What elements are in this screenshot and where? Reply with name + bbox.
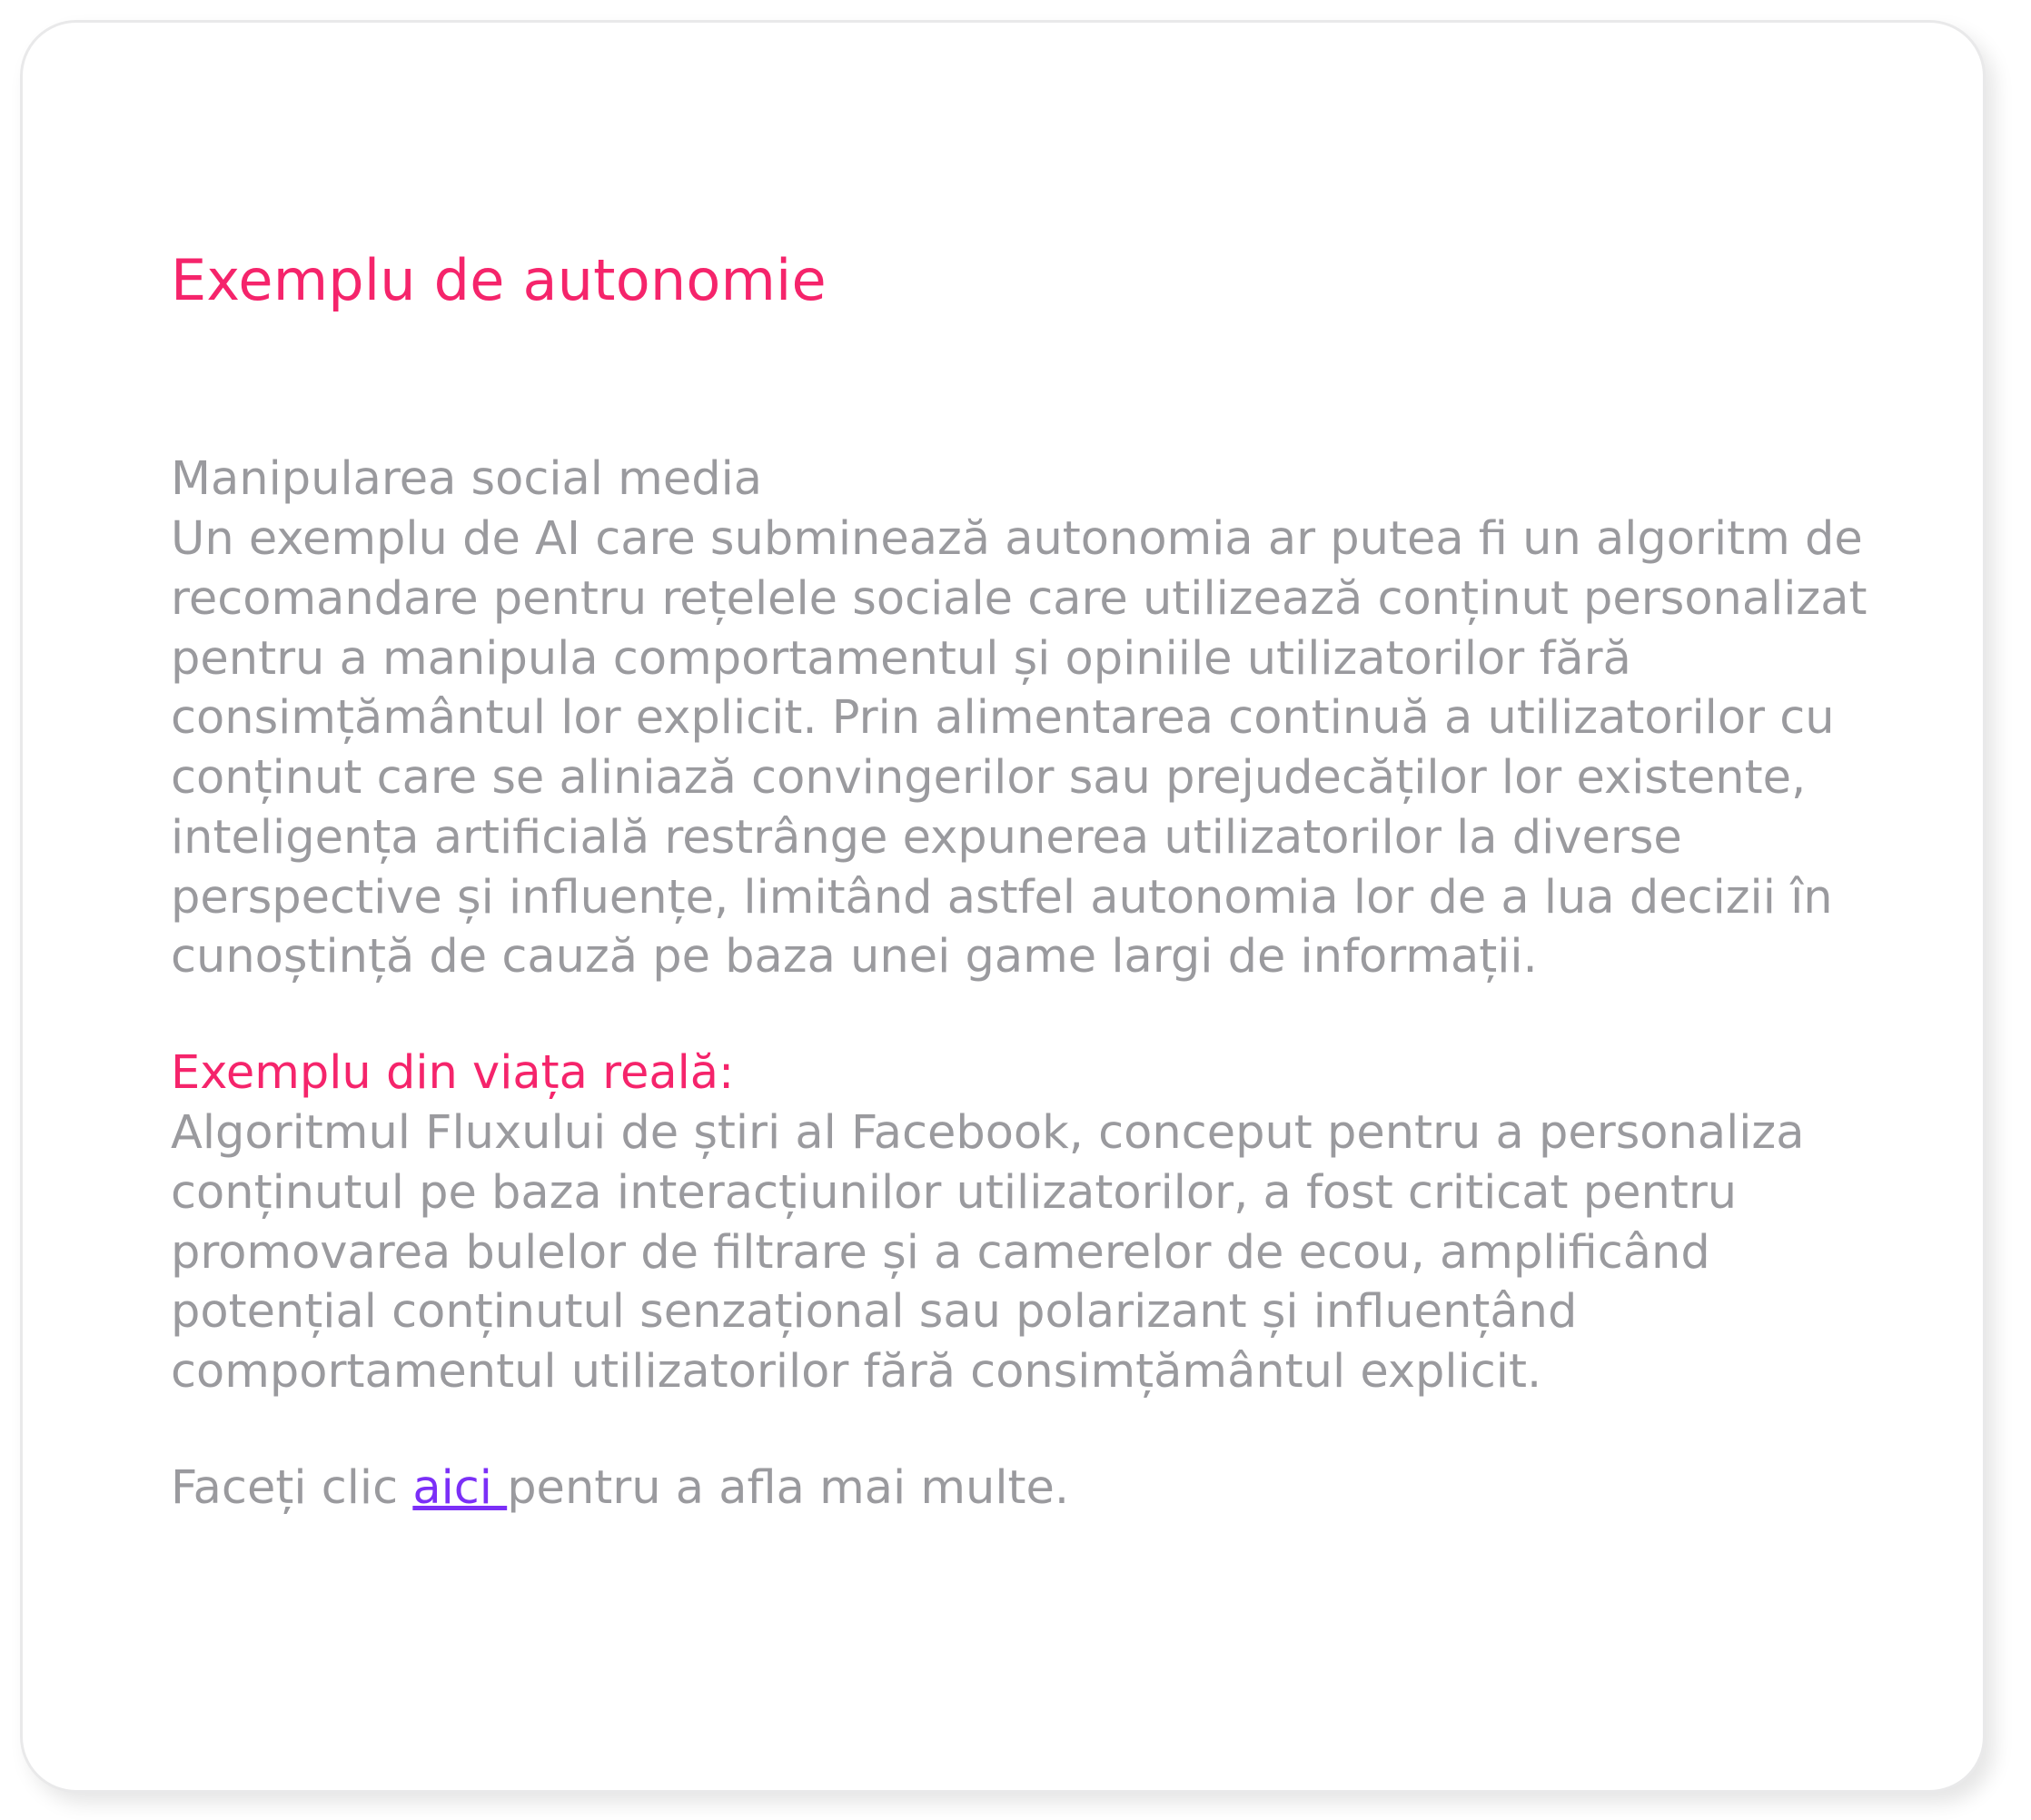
cta-prefix-text: Faceți clic [171, 1460, 413, 1515]
card-body [171, 450, 1882, 1518]
content-card [20, 20, 1986, 1793]
page-title: Exemplu de autonomie [171, 247, 827, 313]
learn-more-link[interactable]: aici [412, 1460, 508, 1515]
spacer [171, 987, 1874, 1044]
intro-heading: Manipularea social media [171, 452, 763, 507]
real-life-example-heading: Exemplu din viața reală: [171, 1046, 735, 1101]
call-to-action-line [171, 1459, 1874, 1518]
spacer [171, 1402, 1874, 1459]
card-content [23, 23, 1983, 1518]
real-life-example-paragraph: Algoritmul Fluxului de știri al Facebook, conceput pentru a personaliza conținutul pe baza interacțiunilor utilizatorilor, a fost criticat pentru promovarea bulelor de filtrare și a camerelor de ecou, amplificând potențial conținutul senzațional sau polarizant și influențând comportamentul utilizatorilor fără consimțământul explicit. [171, 1106, 1819, 1400]
cta-suffix-text: pentru a afla mai multe. [507, 1460, 1070, 1515]
intro-paragraph: Un exemplu de AI care subminează autonomia ar putea fi un algoritm de recomandare pentru rețelele sociale care utilizează conținut personalizat pentru a manipula comportamentul și opiniile utilizatorilor fără consimțământul lor explicit. Prin alimentarea continuă a utilizatorilor cu conținut care se aliniază convingerilor sau prejudecăților lor existente, inteligența artificială restrânge expunerea utilizatorilor la diverse perspective și influențe, limitând astfel autonomia lor de a lua decizii în cunoștință de cauză pe baza unei game largi de informații. [171, 511, 1882, 984]
